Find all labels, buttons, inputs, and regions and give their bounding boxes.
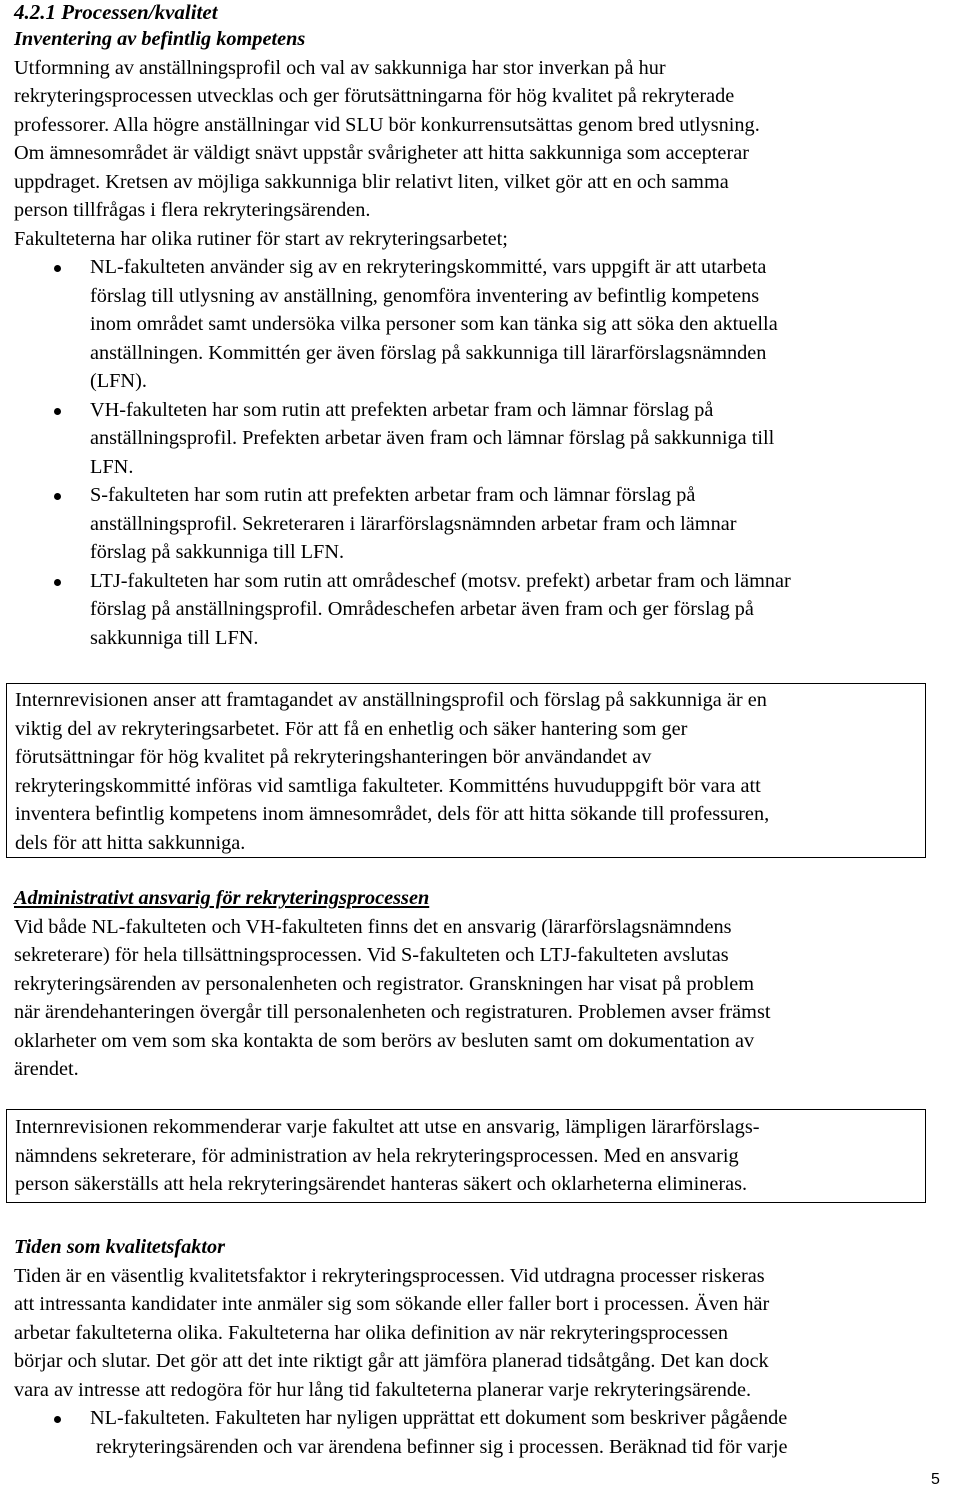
box-line: Internrevisionen rekommenderar varje fakultet att utse en ansvarig, lämpligen lärarförslags- (15, 1116, 760, 1138)
box-line: förutsättningar för hög kvalitet på rekryteringshanteringen bör användandet av (15, 746, 652, 768)
box-line: rekryteringskommitté införas vid samtliga fakulteter. Kommitténs huvuduppgift bör vara att (15, 774, 761, 797)
admin-line: oklarheter om vem som ska kontakta de som berörs av besluten samt om dokumentation av (14, 1029, 755, 1052)
box-line: person säkerställs att hela rekryteringsärendet hanteras säkert och oklarheterna elimineras. (15, 1173, 748, 1195)
admin-line: sekreterare) för hela tillsättningsprocessen. Vid S-fakulteten och LTJ-fakulteten avslutas (14, 944, 729, 966)
bullet-line: förslag till utlysning av anställning, genomföra inventering av befintlig kompetens (90, 284, 760, 307)
section-heading: 4.2.1 Processen/kvalitet (14, 0, 218, 24)
list-item (14, 1404, 944, 1461)
bullet-line: rekryteringsärenden och var ärendena befinner sig i processen. Beräknad tid för varje (96, 1435, 788, 1458)
box-line: nämndens sekreterare, för administration av hela rekryteringsprocessen. Med en ansvarig (15, 1144, 739, 1167)
bullet-icon (54, 1416, 61, 1423)
recommendation-box-2 (6, 1109, 926, 1203)
bullet-icon (54, 408, 61, 415)
bullet-line: S-fakulteten har som rutin att prefekten arbetar fram och lämnar förslag på (90, 484, 696, 506)
intro-line: uppdraget. Kretsen av möjliga sakkunniga blir relativt liten, vilket gör att en och samma (14, 170, 729, 193)
list-item (14, 253, 944, 396)
bullet-icon (54, 579, 61, 586)
bullet-line: förslag på anställningsprofil. Områdeschefen arbetar även fram och ger förslag på (90, 598, 754, 620)
bullet-line: (LFN). (90, 370, 147, 392)
time-line: arbetar fakulteterna olika. Fakulteterna har olika definition av när rekryteringsprocessen (14, 1321, 729, 1344)
box-line: viktig del av rekryteringsarbetet. För att få en enhetlig och säker hantering som ger (15, 717, 688, 740)
bullet-line: förslag på sakkunniga till LFN. (90, 541, 345, 563)
list-item (14, 481, 944, 567)
bullet-line: inom området samt undersöka vilka personer som kan tänka sig att söka den aktuella (90, 313, 778, 335)
bullet-line: LTJ-fakulteten har som rutin att områdeschef (motsv. prefekt) arbetar fram och lämnar (90, 569, 791, 592)
admin-line: när ärendehanteringen övergår till personalenheten och registraturen. Problemen avser främst (14, 1001, 771, 1023)
bullet-line: NL-fakulteten. Fakulteten har nyligen upprättat ett dokument som beskriver pågående (90, 1407, 788, 1429)
admin-line: ärendet. (14, 1058, 79, 1080)
list-item (14, 396, 944, 482)
bullet-line: anställningen. Kommittén ger även förslag på sakkunniga till lärarförslagsnämnden (90, 341, 767, 364)
bullet-line: anställningsprofil. Sekreteraren i lärarförslagsnämnden arbetar fram och lämnar (90, 512, 737, 535)
subheading-administrativt: Administrativt ansvarig för rekryteringsprocessen (14, 887, 430, 909)
intro-line: Utformning av anställningsprofil och val av sakkunniga har stor inverkan på hur (14, 56, 666, 79)
page-number: 5 (931, 1471, 940, 1488)
box-line: dels för att hitta sakkunniga. (15, 831, 246, 854)
intro-line: person tillfrågas i flera rekryteringsärenden. (14, 199, 371, 221)
faculty-bullet-list (14, 253, 944, 652)
intro-line: Om ämnesområdet är väldigt snävt uppstår svårigheter att hitta sakkunniga som accepterar (14, 142, 749, 164)
intro-line: rekryteringsprocessen utvecklas och ger förutsättningarna för hög kvalitet på rekryterade (14, 85, 735, 107)
admin-line: rekryteringsärenden av personalenheten och registrator. Granskningen har visat på problem (14, 972, 754, 995)
bullet-line: LFN. (90, 455, 134, 478)
subheading-inventering: Inventering av befintlig kompetens (14, 28, 306, 50)
bullet-icon (54, 493, 61, 500)
time-line: vara av intresse att redogöra för hur lång tid fakulteterna planerar varje rekryteringsärende. (14, 1378, 752, 1401)
intro-line: professorer. Alla högre anställningar vid SLU bör konkurrensutsättas genom bred utlysning. (14, 113, 760, 136)
subheading-tiden: Tiden som kvalitetsfaktor (14, 1236, 226, 1258)
recommendation-box-1 (6, 683, 926, 858)
time-line: att intressanta kandidater inte anmäler sig som sökande eller faller bort i processen. Även här (14, 1293, 770, 1315)
admin-line: Vid både NL-fakulteten och VH-fakulteten finns det en ansvarig (lärarförslagsnämndens (14, 915, 732, 938)
bullet-line: NL-fakulteten använder sig av en rekryteringskommitté, vars uppgift är att utarbeta (90, 256, 767, 278)
intro-paragraph (14, 25, 944, 253)
list-item (14, 567, 944, 653)
box-line: Internrevisionen anser att framtagandet av anställningsprofil och förslag på sakkunniga är en (15, 689, 767, 711)
box-line: inventera befintlig kompetens inom ämnesområdet, dels för att hitta sökande till professuren, (15, 803, 770, 825)
bullet-line: anställningsprofil. Prefekten arbetar även fram och lämnar förslag på sakkunniga till (90, 427, 775, 449)
intro-line: Fakulteterna har olika rutiner för start av rekryteringsarbetet; (14, 227, 508, 250)
time-bullet-list (14, 1404, 944, 1461)
bullet-line: VH-fakulteten har som rutin att prefekten arbetar fram och lämnar förslag på (90, 398, 714, 421)
bullet-icon (54, 265, 61, 272)
time-paragraph (14, 1233, 944, 1404)
time-line: börjar och slutar. Det gör att det inte riktigt går att jämföra planerad tidsåtgång. Det kan dock (14, 1350, 769, 1372)
bullet-line: sakkunniga till LFN. (90, 626, 259, 649)
time-line: Tiden är en väsentlig kvalitetsfaktor i rekryteringsprocessen. Vid utdragna processer riskeras (14, 1264, 765, 1287)
admin-paragraph (14, 884, 944, 1084)
